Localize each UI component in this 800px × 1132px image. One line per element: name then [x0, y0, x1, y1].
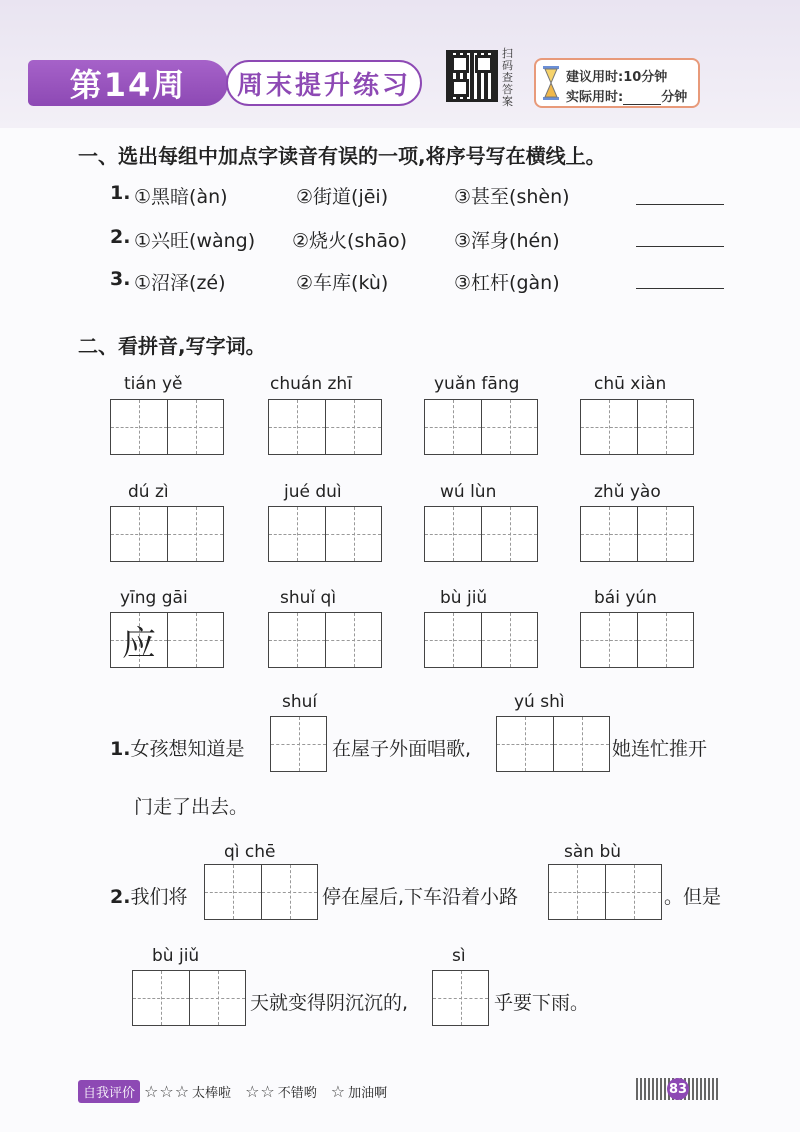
- q2-option-3: ③浑身(hén): [454, 230, 560, 252]
- sentence-2-end: 。但是: [664, 886, 722, 908]
- pinyin-word-2: chuán zhī: [270, 374, 352, 394]
- actual-time-blank[interactable]: [623, 92, 661, 105]
- pinyin-word-8: zhǔ yào: [594, 482, 661, 502]
- writing-grid-word-4[interactable]: [580, 399, 694, 455]
- pinyin-word-10: shuǐ qì: [280, 588, 337, 608]
- q3-option-1: ①沼泽(zé): [134, 272, 226, 294]
- sentence-1-start: 1.女孩想知道是: [110, 738, 245, 760]
- self-evaluation: 自我评价 ☆ ☆ ☆ 太棒啦 ☆ ☆ 不错哟 ☆ 加油啊: [78, 1080, 401, 1103]
- writing-grid-word-6[interactable]: [268, 506, 382, 562]
- qr-code-icon: [446, 50, 498, 102]
- s2-blank3-pinyin: bù jiǔ: [152, 946, 200, 966]
- sentence-1-end: 她连忙推开: [612, 738, 708, 760]
- question-2: 2.: [110, 226, 131, 248]
- writing-grid-word-9[interactable]: [110, 612, 224, 668]
- writing-grid-word-5[interactable]: [110, 506, 224, 562]
- writing-grid-word-7[interactable]: [424, 506, 538, 562]
- sentence-1-continuation: 门走了出去。: [134, 796, 249, 818]
- sentence-1-middle: 在屋子外面唱歌,: [332, 738, 472, 760]
- pinyin-word-4: chū xiàn: [594, 374, 667, 394]
- answer-blank-3[interactable]: [636, 288, 724, 289]
- q2-option-1: ①兴旺(wàng): [134, 230, 256, 252]
- q2-option-2: ②烧火(shāo): [292, 230, 408, 252]
- section2-title: 二、看拼音,写字词。: [78, 334, 266, 358]
- star-icon[interactable]: ☆: [159, 1082, 174, 1101]
- s2-writing-grid-4[interactable]: [432, 970, 489, 1026]
- writing-grid-word-2[interactable]: [268, 399, 382, 455]
- example-answer-char: 应: [122, 623, 156, 664]
- star-icon[interactable]: ☆: [245, 1082, 260, 1101]
- q1-option-3: ③甚至(shèn): [454, 186, 570, 208]
- sentence-2-line2: 天就变得阴沉沉的,: [250, 992, 409, 1014]
- s2-writing-grid-2[interactable]: [548, 864, 662, 920]
- star-icon[interactable]: ☆: [144, 1082, 159, 1101]
- sentence-2-middle: 停在屋后,下车沿着小路: [322, 886, 519, 908]
- s2-blank4-pinyin: sì: [452, 946, 466, 966]
- star-icon[interactable]: ☆: [174, 1082, 190, 1101]
- s2-blank1-pinyin: qì chē: [224, 842, 276, 862]
- q3-option-3: ③杠杆(gàn): [454, 272, 560, 294]
- section1-title: 一、选出每组中加点字读音有误的一项,将序号写在横线上。: [78, 144, 606, 168]
- page-number: 83: [636, 1078, 720, 1100]
- s1-blank2-pinyin: yú shì: [514, 692, 565, 712]
- writing-grid-word-3[interactable]: [424, 399, 538, 455]
- pinyin-word-11: bù jiǔ: [440, 588, 488, 608]
- pinyin-word-6: jué duì: [284, 482, 342, 502]
- pinyin-word-5: dú zì: [128, 482, 169, 502]
- pinyin-word-1: tián yě: [124, 374, 183, 394]
- eval-badge: 自我评价: [78, 1080, 140, 1103]
- q1-option-2: ②街道(jēi): [296, 186, 389, 208]
- s2-writing-grid-1[interactable]: [204, 864, 318, 920]
- pinyin-word-7: wú lùn: [440, 482, 497, 502]
- sentence-2-start: 2.我们将: [110, 886, 188, 908]
- pinyin-word-3: yuǎn fāng: [434, 374, 520, 394]
- s1-blank1-pinyin: shuí: [282, 692, 318, 712]
- s2-blank2-pinyin: sàn bù: [564, 842, 622, 862]
- question-3: 3.: [110, 268, 131, 290]
- s1-writing-grid-2[interactable]: [496, 716, 610, 772]
- star-icon[interactable]: ☆: [330, 1082, 346, 1101]
- writing-grid-word-8[interactable]: [580, 506, 694, 562]
- answer-blank-2[interactable]: [636, 246, 724, 247]
- week-badge: 第14周: [28, 60, 228, 106]
- writing-grid-word-10[interactable]: [268, 612, 382, 668]
- s2-writing-grid-3[interactable]: [132, 970, 246, 1026]
- writing-grid-word-1[interactable]: [110, 399, 224, 455]
- writing-grid-word-12[interactable]: [580, 612, 694, 668]
- time-box: [534, 58, 700, 108]
- hourglass-icon: [542, 66, 560, 100]
- q1-option-1: ①黑暗(àn): [134, 186, 228, 208]
- answer-blank-1[interactable]: [636, 204, 724, 205]
- sentence-2-line2-end: 乎要下雨。: [494, 992, 590, 1014]
- suggested-time: 建议用时:10分钟: [566, 70, 668, 85]
- question-1: 1.: [110, 182, 131, 204]
- page-title: 周末提升练习: [226, 60, 422, 106]
- writing-grid-word-11[interactable]: [424, 612, 538, 668]
- q3-option-2: ②车库(kù): [296, 272, 389, 294]
- star-icon[interactable]: ☆: [260, 1082, 275, 1101]
- qr-caption: 扫码查答案: [502, 47, 513, 108]
- pinyin-word-9: yīng gāi: [120, 588, 188, 608]
- s1-writing-grid-1[interactable]: [270, 716, 327, 772]
- pinyin-word-12: bái yún: [594, 588, 657, 608]
- actual-time: 实际用时: 分钟: [566, 90, 688, 105]
